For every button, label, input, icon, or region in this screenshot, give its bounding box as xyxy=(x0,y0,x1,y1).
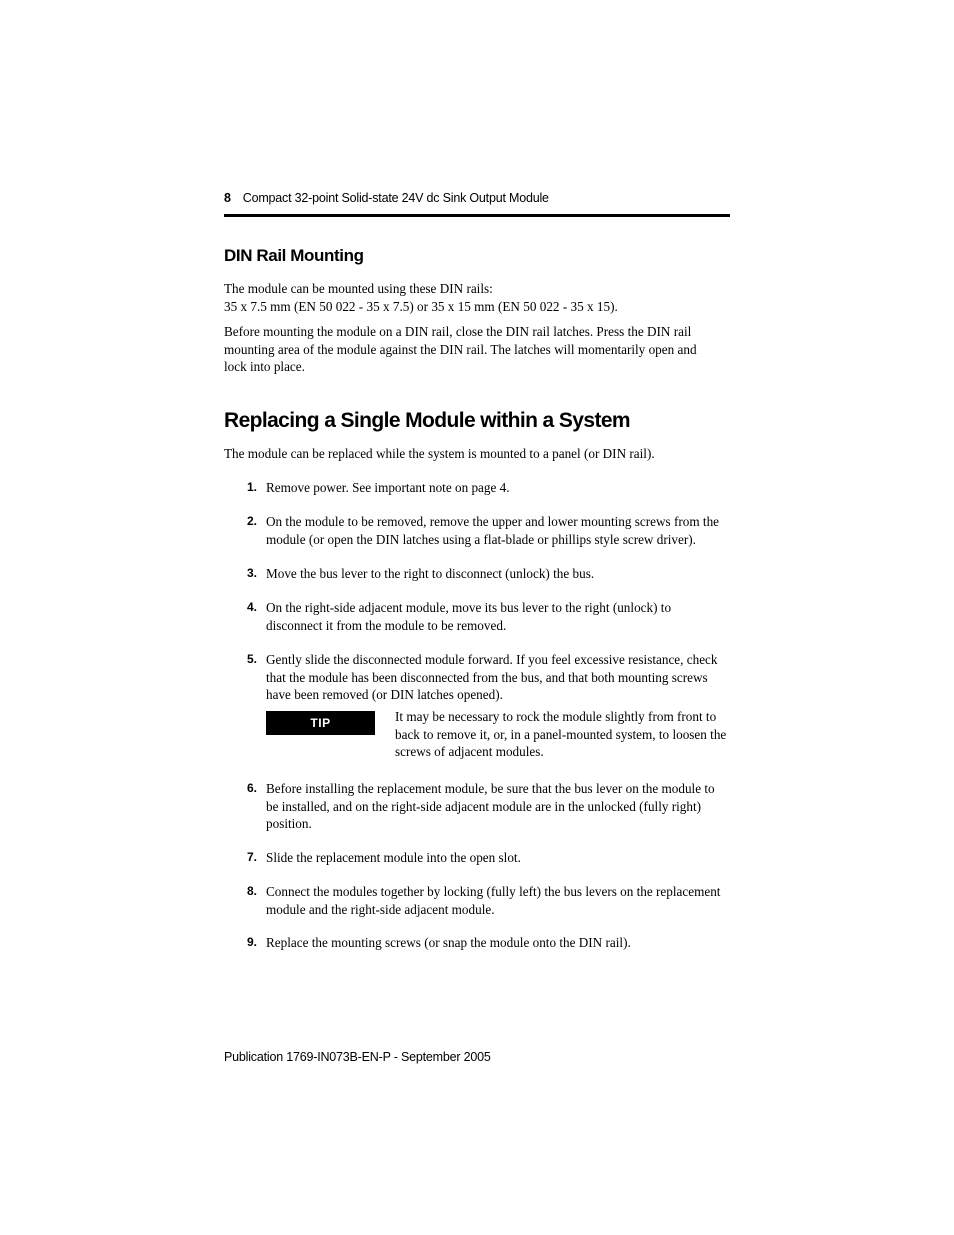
step-text: Gently slide the disconnected module forward. If you feel excessive resistance, check that the module has been disconnected from the bus, and that both mounting screws have been removed (or DIN latches opened). xyxy=(266,652,718,702)
page-header xyxy=(224,191,730,217)
step-number: 5. xyxy=(246,652,257,666)
din-rail-heading: DIN Rail Mounting xyxy=(224,246,364,265)
din-rail-para-line-2: 35 x 7.5 mm (EN 50 022 - 35 x 7.5) or 35 x 15 mm (EN 50 022 - 35 x 15). xyxy=(224,298,618,314)
step-number: 1. xyxy=(246,480,257,494)
step-text: Before installing the replacement module, be sure that the bus lever on the module to be installed, and on the right-side adjacent module are in the unlocked (fully right) position. xyxy=(266,781,715,831)
step-text: Slide the replacement module into the open slot. xyxy=(266,850,521,865)
tip-label: TIP xyxy=(266,711,375,735)
step-text: On the right-side adjacent module, move its bus lever to the right (unlock) to disconnect it from the module to be removed. xyxy=(266,600,672,633)
replace-intro: The module can be replaced while the system is mounted to a panel (or DIN rail). xyxy=(224,446,655,461)
tip-text: It may be necessary to rock the module slightly from front to back to remove it, or, in a panel-mounted system, to loosen the screws of adjacent modules. xyxy=(395,709,727,759)
step-number: 7. xyxy=(246,850,257,864)
step-text: Connect the modules together by locking (fully left) the bus levers on the replacement module and the right-side adjacent module. xyxy=(266,884,721,917)
publication-footer: Publication 1769-IN073B-EN-P - September 2005 xyxy=(224,1050,491,1064)
step-number: 8. xyxy=(246,884,257,898)
din-rail-para-line-1: The module can be mounted using these DIN rails: xyxy=(224,281,493,296)
din-rail-paragraph-1 xyxy=(224,280,730,315)
step-number: 2. xyxy=(246,514,257,528)
step-number: 6. xyxy=(246,781,257,795)
step-text: Remove power. See important note on page 4. xyxy=(266,480,510,495)
step-text: Replace the mounting screws (or snap the module onto the DIN rail). xyxy=(266,935,631,950)
step-number: 4. xyxy=(246,600,257,614)
header-title: Compact 32-point Solid-state 24V dc Sink Output Module xyxy=(242,191,549,205)
step-number: 3. xyxy=(246,566,257,580)
din-rail-paragraph-2: Before mounting the module on a DIN rail, close the DIN rail latches. Press the DIN rail mounting area of the module against the DIN rail. The latches will momentarily open and lock into place. xyxy=(224,324,697,374)
step-text: Move the bus lever to the right to disconnect (unlock) the bus. xyxy=(266,566,595,581)
step-text: On the module to be removed, remove the upper and lower mounting screws from the module (or open the DIN latches using a flat-blade or phillips style screw driver). xyxy=(266,514,720,547)
page-number: 8 xyxy=(224,191,231,205)
replace-module-heading: Replacing a Single Module within a System xyxy=(224,409,630,432)
step-number: 9. xyxy=(246,935,257,949)
